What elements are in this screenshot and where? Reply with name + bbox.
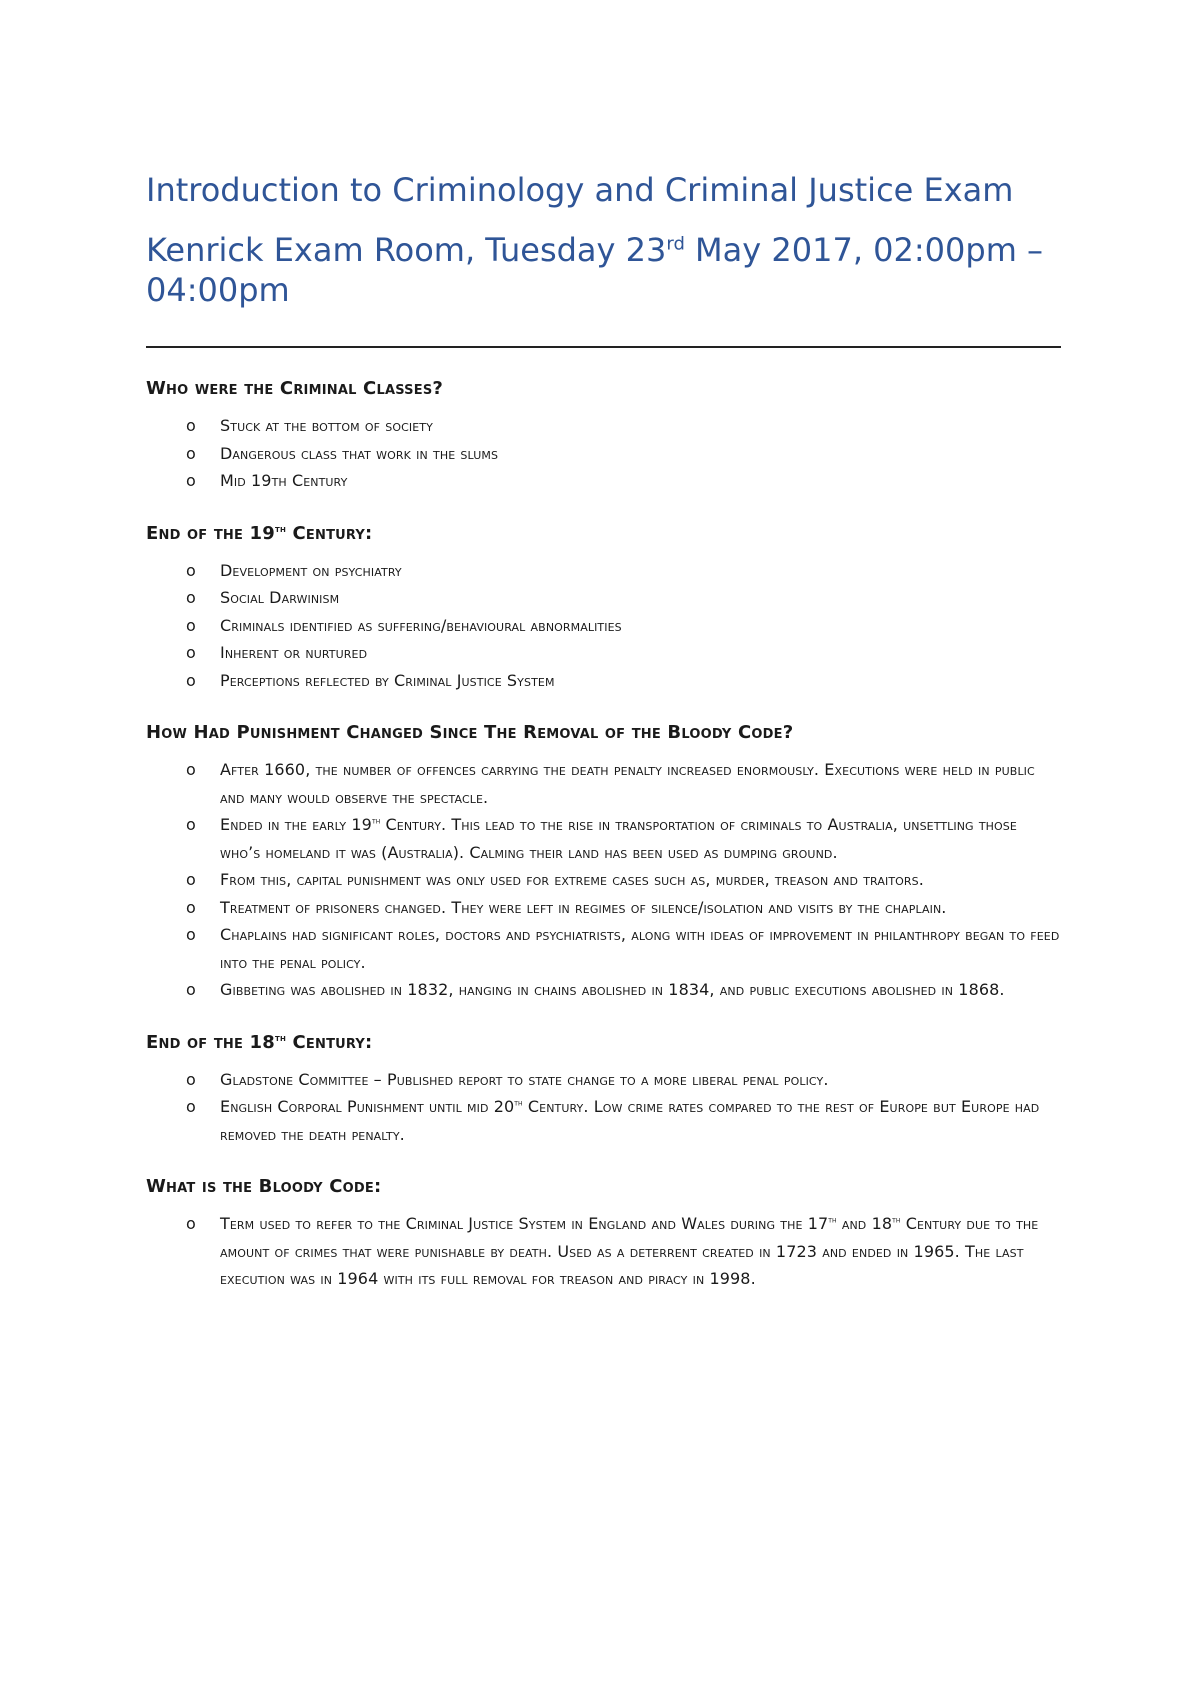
heading-sup: th xyxy=(274,523,287,535)
bullet-marker: o xyxy=(186,870,196,889)
heading-text: End of the 19 xyxy=(146,522,275,544)
list-item-text: Perceptions reflected by Criminal Justice System xyxy=(220,670,555,690)
list-item-text: Chaplains had significant roles, doctors and psychiatrists, along with ideas of improvement in philanthropy began to feed into the penal policy. xyxy=(220,925,1060,972)
list-item-text: English Corporal Punishment until mid 20 xyxy=(220,1097,515,1116)
heading-text: End of the 18 xyxy=(146,1031,275,1053)
list-item xyxy=(146,639,1060,667)
list-item-text: Gladstone Committee – Published report to state change to a more liberal penal policy. xyxy=(220,1069,829,1089)
bullet-list xyxy=(146,557,1060,695)
list-item xyxy=(146,894,1060,922)
list-item-text: Dangerous class that work in the slums xyxy=(220,443,499,463)
list-item xyxy=(146,921,1060,976)
bullet-list xyxy=(146,1210,1060,1293)
list-item xyxy=(146,1093,1060,1148)
list-item-text-mid: and 18 xyxy=(836,1214,893,1233)
section-heading: What is the Bloody Code: xyxy=(146,1176,382,1197)
bullet-marker: o xyxy=(186,815,196,834)
heading-text-post: Century: xyxy=(286,522,373,544)
list-item-text: Gibbeting was abolished in 1832, hanging in chains abolished in 1834, and public executions abolished in 1868. xyxy=(220,980,1005,999)
list-item-text: Criminals identified as suffering/behavioural abnormalities xyxy=(220,615,622,635)
list-item-text: Inherent or nurtured xyxy=(220,643,368,662)
exam-details-sup: rd xyxy=(666,233,685,255)
section-end-18th-century xyxy=(146,1032,1060,1149)
list-item xyxy=(146,557,1060,585)
document-title: Introduction to Criminology and Criminal Justice Exam xyxy=(146,171,1014,209)
bullet-marker: o xyxy=(186,471,196,490)
exam-details-pre: Kenrick Exam Room, Tuesday 23 xyxy=(146,231,667,269)
list-item-text: Term used to refer to the Criminal Justice System in England and Wales during the 17 xyxy=(220,1214,829,1233)
list-item xyxy=(146,412,1060,440)
list-item xyxy=(146,1210,1060,1293)
list-item xyxy=(146,976,1060,1004)
exam-details xyxy=(146,230,1060,310)
bullet-list xyxy=(146,756,1060,1004)
section-end-19th-century xyxy=(146,523,1060,695)
bullet-marker: o xyxy=(186,1214,196,1233)
section-heading: Who were the Criminal Classes? xyxy=(146,378,444,399)
bullet-marker: o xyxy=(186,897,196,917)
exam-details-post: May 2017, 02:00pm – 04:00pm xyxy=(146,231,1044,309)
heading-text-post: Century: xyxy=(286,1031,373,1053)
list-item xyxy=(146,440,1060,468)
section-heading: How Had Punishment Changed Since The Removal of the Bloody Code? xyxy=(146,722,794,743)
bullet-marker: o xyxy=(186,1097,196,1116)
section-heading xyxy=(146,1032,1060,1053)
list-item-text: Social Darwinism xyxy=(220,588,340,607)
section-bloody-code xyxy=(146,1176,1060,1293)
list-item-text-post: Century. This lead to the rise in transportation of criminals to Australia, unsettling those who’s homeland it was (Australia). Calming their land has been used as dumping ground. xyxy=(220,815,1017,862)
bullet-marker: o xyxy=(186,925,196,944)
bullet-marker: o xyxy=(186,760,196,779)
list-item-sup: th xyxy=(828,1215,837,1226)
list-item xyxy=(146,584,1060,612)
heading-sup: th xyxy=(274,1032,287,1044)
list-item-text-post: Century. Low crime rates compared to the rest of Europe but Europe had removed the death penalty. xyxy=(220,1097,1040,1144)
section-punishment-changed xyxy=(146,722,1060,1004)
bullet-marker: o xyxy=(186,980,196,999)
list-item xyxy=(146,667,1060,695)
list-item-text: From this, capital punishment was only used for extreme cases such as, murder, treason and traitors. xyxy=(220,870,924,889)
bullet-marker: o xyxy=(186,416,196,435)
bullet-list xyxy=(146,1066,1060,1149)
bullet-marker: o xyxy=(186,588,196,607)
list-item-sup: th xyxy=(371,816,381,827)
list-item-sup: th xyxy=(514,1098,523,1109)
list-item-sup: th xyxy=(892,1215,901,1226)
section-criminal-classes xyxy=(146,378,1060,495)
list-item-text: Ended in the early 19 xyxy=(220,815,372,834)
horizontal-rule xyxy=(146,346,1061,348)
list-item-text-post: Century due to the amount of crimes that were punishable by death. Used as a deterrent created in 1723 and ended in 1965. The last execution was in 1964 with its full removal for treason and piracy in 1998. xyxy=(220,1214,1039,1288)
list-item xyxy=(146,1066,1060,1094)
list-item-text: Stuck at the bottom of society xyxy=(220,416,433,435)
bullet-marker: o xyxy=(186,670,196,690)
bullet-list xyxy=(146,412,1060,495)
bullet-marker: o xyxy=(186,643,196,662)
list-item xyxy=(146,467,1060,495)
bullet-marker: o xyxy=(186,1069,196,1089)
section-heading xyxy=(146,523,1060,544)
list-item xyxy=(146,866,1060,894)
list-item-text: Mid 19th Century xyxy=(220,471,348,490)
list-item xyxy=(146,612,1060,640)
list-item-text: Treatment of prisoners changed. They were left in regimes of silence/isolation and visits by the chaplain. xyxy=(220,897,947,917)
list-item-text: Development on psychiatry xyxy=(220,560,402,580)
bullet-marker: o xyxy=(186,615,196,635)
list-item-text: After 1660, the number of offences carrying the death penalty increased enormously. Executions were held in public and many would observe the spectacle. xyxy=(220,760,1035,807)
list-item xyxy=(146,811,1060,866)
bullet-marker: o xyxy=(186,560,196,580)
bullet-marker: o xyxy=(186,443,196,463)
list-item xyxy=(146,756,1060,811)
